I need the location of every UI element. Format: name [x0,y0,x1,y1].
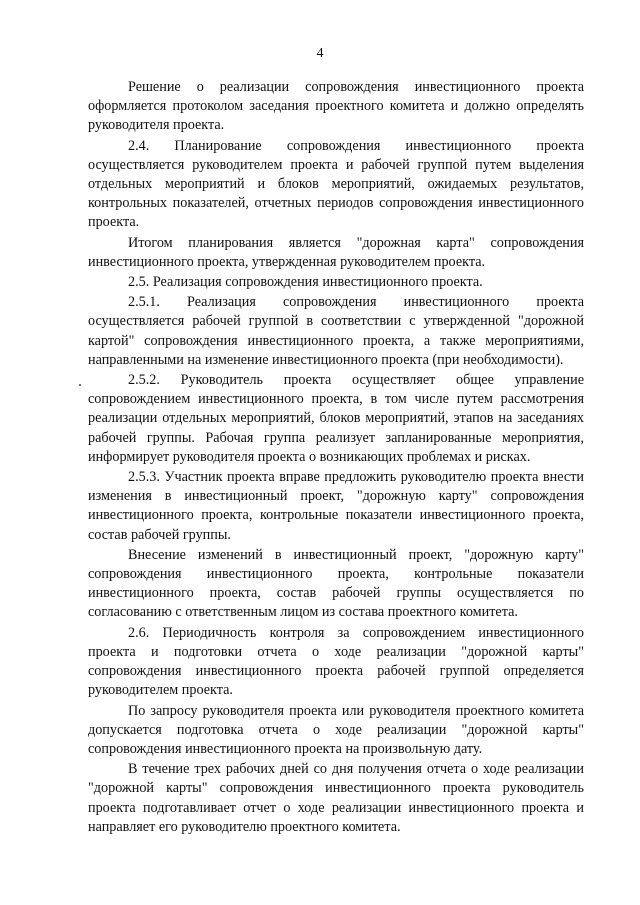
paragraph-2-5-1: 2.5.1. Реализация сопровождения инвестиционного проекта осуществляется рабочей группой в соответствии с утвержденной "дорожной картой" сопровождения инвестиционного проекта, а также мероприятиями, направленными на изменение инвестиционного проекта (при необходимости). [88,294,584,368]
paragraph-decision-protocol: Решение о реализации сопровождения инвестиционного проекта оформляется протоколом заседания проектного комитета и должно определять руководителя проекта. [88,79,584,134]
paragraph-2-6-control: 2.6. Периодичность контроля за сопровождением инвестиционного проекта и подготовки отчета о ходе реализации "дорожной карты" сопровождения инвестиционного проекта рабочей группой определяется руководителем проекта. [88,624,584,699]
paragraph-report-deadline: В течение трех рабочих дней со дня получения отчета о ходе реализации "дорожной карты" сопровождения инвестиционного проекта руководитель проекта подготавливает отчет о ходе реализации инвестиционного проекта и направляет его руководителю проектного комитета. [88,761,584,835]
page-number: 4 [316,46,324,61]
document-body [88,78,584,838]
paragraph-changes-agreement: Внесение изменений в инвестиционный проект, "дорожную карту" сопровождения инвестиционного проекта, контрольные показатели инвестиционного проекта, состав рабочей группы осуществляется по согласованию с ответственным лицом из состава проектного комитета. [88,546,584,621]
paragraph-report-request: По запросу руководителя проекта или руководителя проектного комитета допускается подготовка отчета о ходе реализации "дорожной карты" сопровождения инвестиционного проекта на произвольную дату. [88,702,584,757]
paragraph-2-5-3: 2.5.3. Участник проекта вправе предложить руководителю проекта внести изменения в инвестиционный проект, "дорожную карту" сопровождения инвестиционного проекта, контрольные показатели инвестиционного проекта, состав рабочей группы. [88,469,584,543]
scan-speck [79,384,81,386]
paragraph-2-4-planning: 2.4. Планирование сопровождения инвестиционного проекта осуществляется руководителем проекта и рабочей группой путем выделения отдельных мероприятий и блоков мероприятий, ожидаемых результатов, контрольных показателей, отчетных периодов сопровождения инвестиционного проекта. [88,137,584,231]
paragraph-2-5-implementation: 2.5. Реализация сопровождения инвестиционного проекта. [128,274,483,291]
paragraph-2-5-2: 2.5.2. Руководитель проекта осуществляет общее управление сопровождением инвестиционного проекта, в том числе путем рассмотрения реализации отдельных мероприятий, блоков мероприятий, этапов на заседаниях рабочей группы. Рабочая группа реализует запланированные мероприятия, информирует руководителя проекта о возникающих проблемах и рисках. [88,372,584,465]
paragraph-roadmap-result: Итогом планирования является "дорожная карта" сопровождения инвестиционного проекта, утвержденная руководителем проекта. [88,234,584,270]
